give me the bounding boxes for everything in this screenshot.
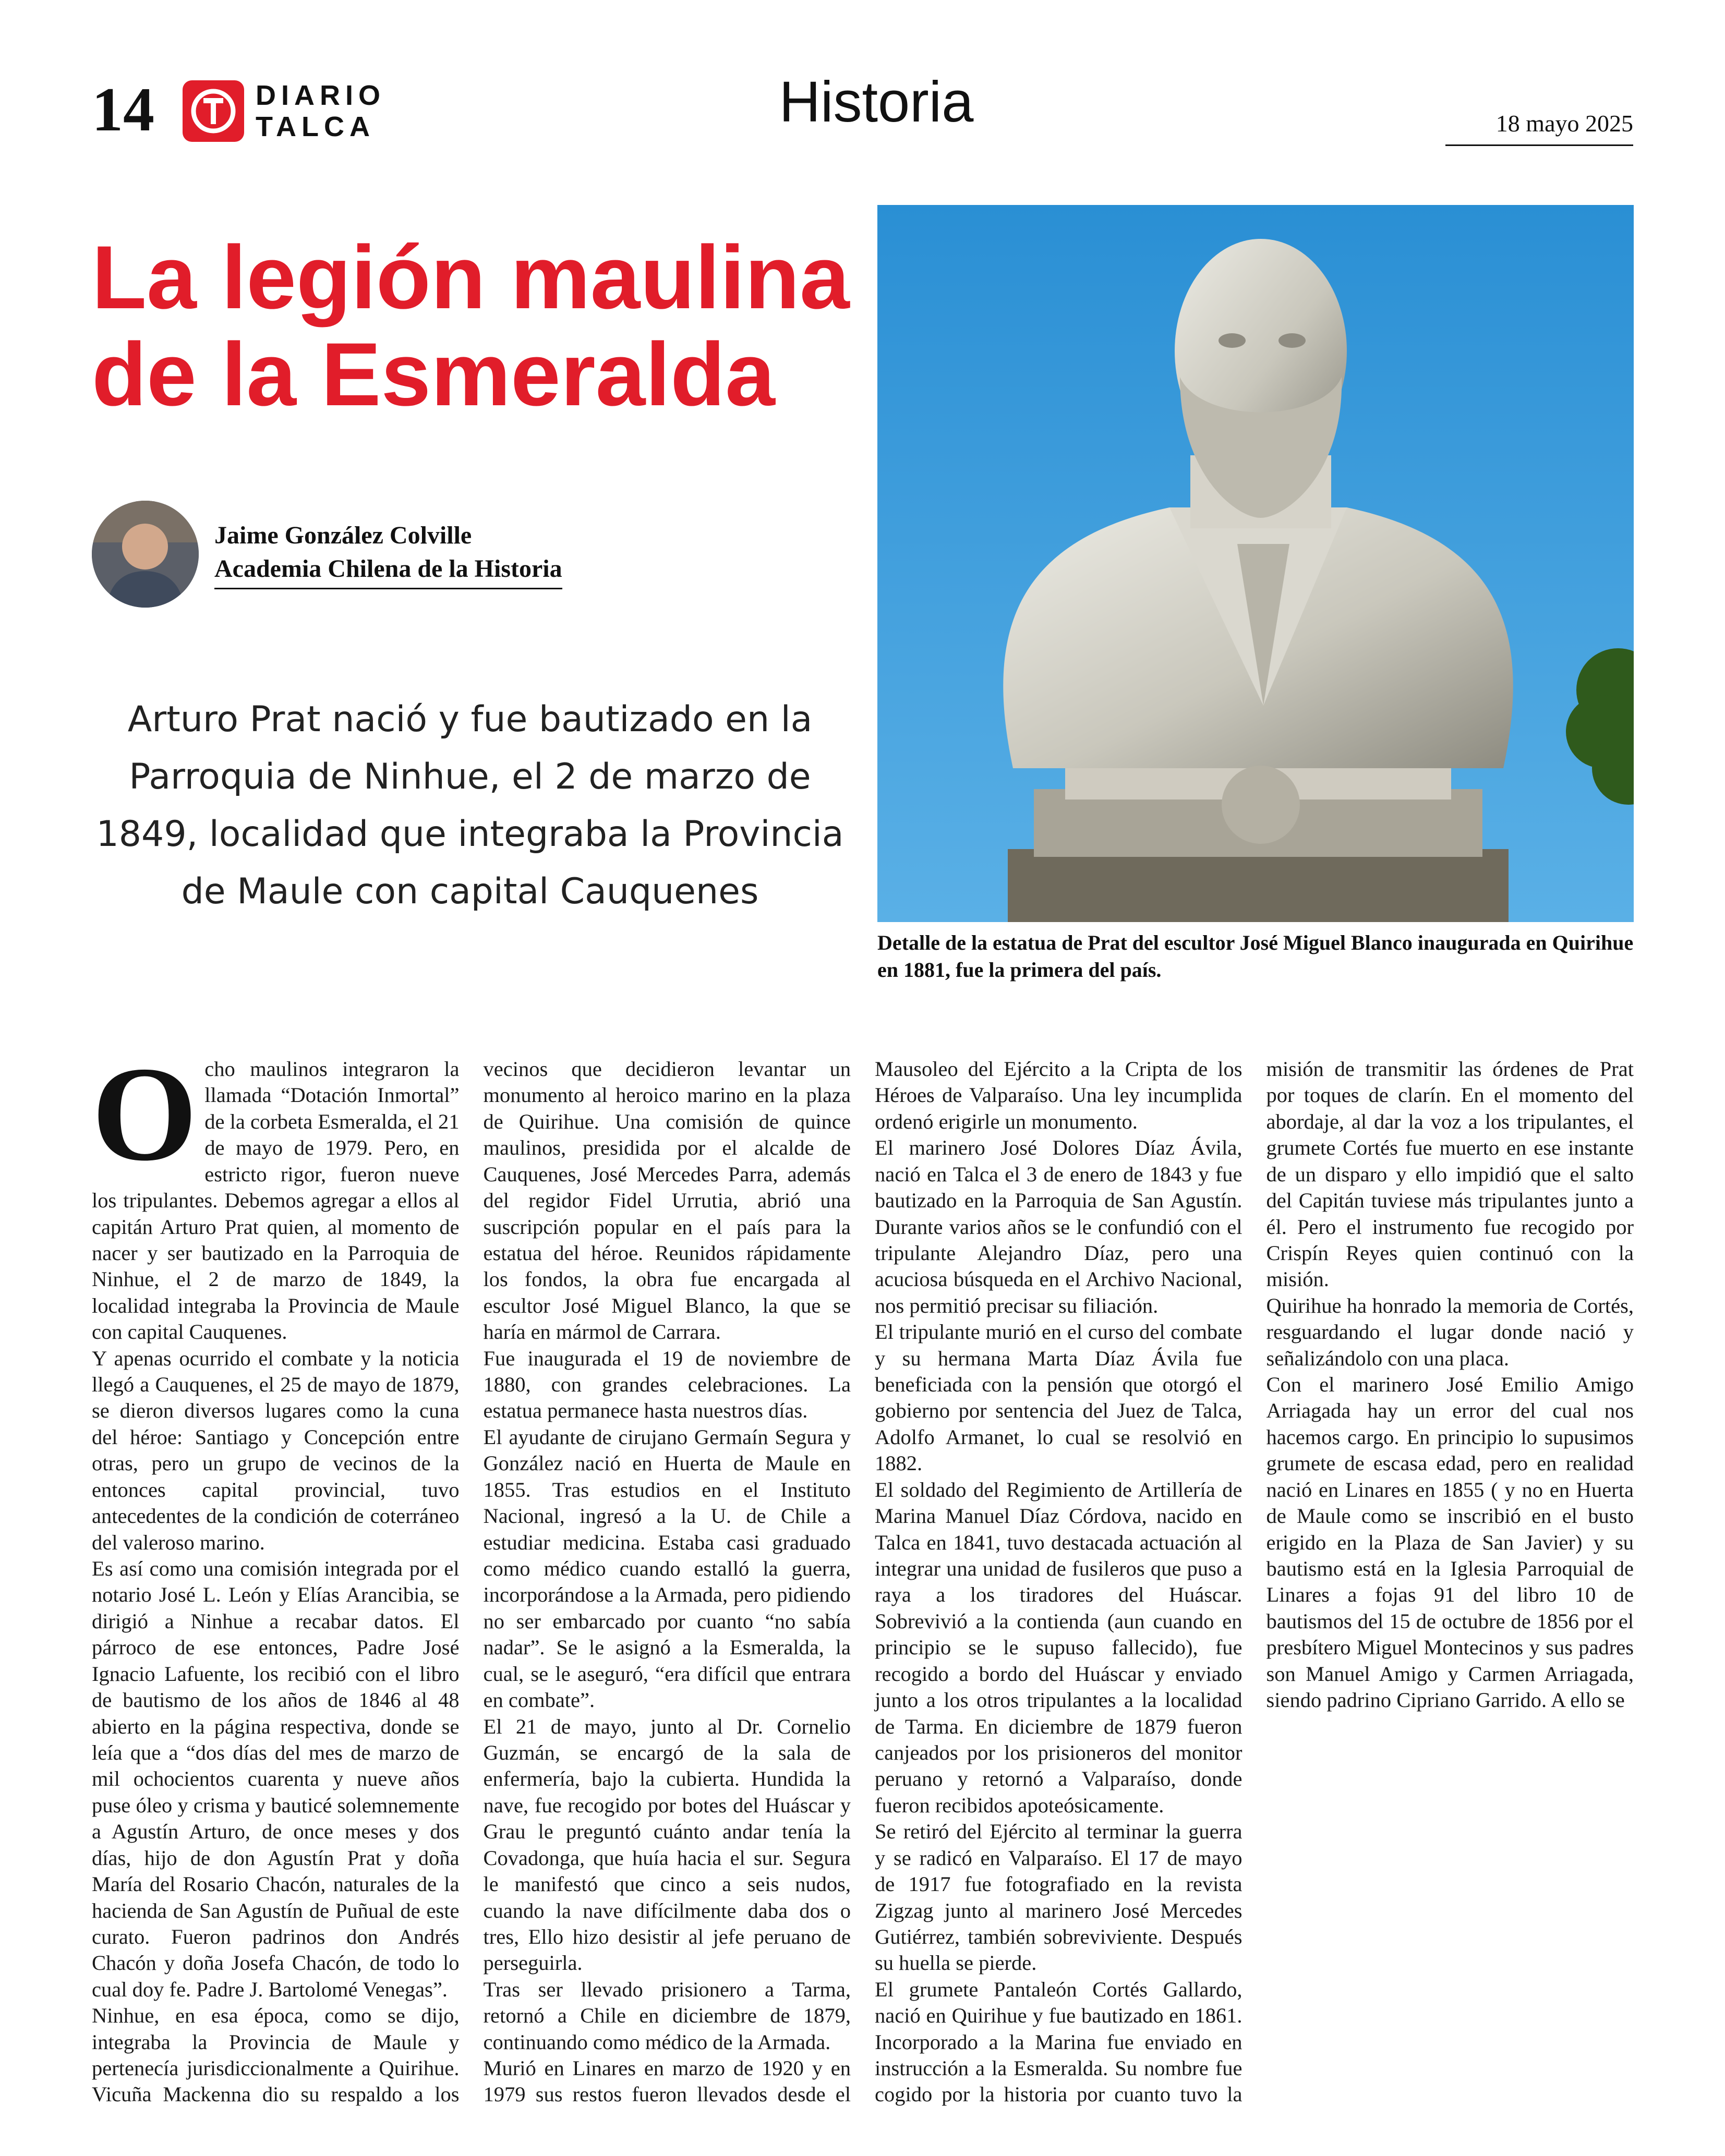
article-paragraph: Y apenas ocurrido el combate y la noticia llegó a Cauquenes, el 25 de mayo de 1879, se dieron diversos lugares como la cuna del héroe: Santiago y Concepción entre otras, pero un grupo de vecinos de la entonces capital provincial, tuvo antecedentes de la condición de coterráneo del valeroso marino. xyxy=(92,1346,460,1554)
article-paragraph: El 21 de mayo, junto al Dr. Cornelio Guzmán, se encargó de la sala de enfermería, bajo la cubierta. Hundida la nave, fue recogido por botes del Huáscar y Grau le preguntó cuánto andar tenía la Covadonga, que huía hacia el sur. Segura le manifestó que cinco a seis nudos, cuando la nave difícilmente daba dos o tres, Ello hizo desistir al jefe peruano de perseguirla. xyxy=(483,1714,851,1975)
diario-talca-logo xyxy=(183,78,385,143)
article-body xyxy=(92,1039,1634,2125)
logo-line-1: DIARIO xyxy=(256,79,385,111)
pull-quote: Arturo Prat nació y fue bautizado en la Parroquia de Ninhue, el 2 de marzo de 1849, localidad que integraba la Provincia de Maule con capital Cauquenes xyxy=(96,699,844,913)
headline-line-2: de la Esmeralda xyxy=(92,324,775,425)
logo-line-2: TALCA xyxy=(256,111,375,142)
issue-date: 18 mayo 2025 xyxy=(1445,110,1633,146)
author-byline xyxy=(92,501,562,608)
author-avatar xyxy=(92,501,199,608)
logo-mark-icon xyxy=(183,80,244,142)
article-paragraph: El tripulante murió en el curso del combate y su hermana Marta Díaz Ávila fue beneficiada con la pensión que otorgó el gobierno por sentencia del Juez de Talca, Adolfo Armanet, lo cual se resolvió en 1882. xyxy=(875,1320,1243,1475)
author-affiliation: Academia Chilena de la Historia xyxy=(214,552,562,589)
article-paragraph: Con el marinero José Emilio Amigo Arriagada hay un error del cual nos hacemos cargo. En principio lo supusimos grumete de escasa edad, pero en realidad nació en Linares en 1855 ( y no en Huerta de Maule como se inscribió en el busto erigido en la Plaza de San Javier) y su bautismo está en la Iglesia Parroquial de Linares a fojas 91 del libro 10 de bautismos del 15 de octubre de 1856 por el presbítero Miguel Montecinos y sus padres son Manuel Amigo y Carmen Arriagada, siendo padrino Cipriano Garrido. A ello se xyxy=(1266,1373,1634,1712)
headline-line-1: La legión maulina xyxy=(92,227,850,328)
logo-text xyxy=(256,80,385,142)
article-paragraph: El grumete Pantaleón Cortés Gallardo, nació en Quirihue y fue bautizado en 1861. Incorporado a la Marina fue enviado en instrucción a la Esmeralda. Su nombre fue cogido por la historia por cuanto tuvo la misión de transmitir las órdenes de Prat por toques de clarín. En el momento del abordaje, al dar la voz a los tripulantes, el grumete Cortés fue muerto en ese instante de un disparo y ello impidió que el salto del Capitán tuviese más tripulantes junto a él. Pero el instrumento fue recogido por Crispín Reyes quien continuó con la misión. xyxy=(875,1057,1634,2106)
article-paragraph: Se retiró del Ejército al terminar la guerra y se radicó en Valparaíso. El 17 de mayo de 1917 fue fotografiado en la revista Zigzag junto al marinero José Mercedes Gutiérrez, también sobreviviente. Después su huella se pierde. xyxy=(875,1820,1243,1975)
article-paragraph: Quirihue ha honrado la memoria de Cortés, resguardando el lugar donde nació y señalizándolo con una placa. xyxy=(1266,1293,1634,1370)
article-paragraph: Ninhue, en esa época, como se dijo, integraba la Provincia de Maule y pertenecía jurisdiccionalmente a Quirihue. Vicuña Mackenna dio su respaldo a los vecinos que decidieron levantar un monumento al heroico marino en la plaza de Quirihue. Una comisión de quince maulinos, presidida por el alcalde de Cauquenes, José Mercedes Parra, además del regidor Fidel Urrutia, abrió una suscripción popular en el país para la estatua del héroe. Reunidos rápidamente los fondos, la obra fue encargada al escultor José Miguel Blanco, la que se haría en mármol de Carrara. xyxy=(92,1057,851,2106)
page-number: 14 xyxy=(92,75,154,144)
article-paragraph: Es así como una comisión integrada por el notario José L. León y Elías Arancibia, se dirigió a Ninhue a recabar datos. El párroco de ese entonces, Padre José Ignacio Lafuente, los recibió con el libro de bautismo de los años de 1846 al 48 abierto en la página respectiva, donde se leía que a “dos días del mes de marzo de mil ochocientos cuarenta y nueve años puse óleo y crisma y bauticé solemnemente a Agustín Arturo, de once meses y dos días, hijo de don Agustín Prat y doña María del Rosario Chacón, naturales de la hacienda de San Agustín de Puñual de este curato. Fueron padrinos don Andrés Chacón y doña Josefa Chacón, de todo lo cual doy fe. Padre J. Bartolomé Venegas”. xyxy=(92,1557,460,2001)
article-paragraph: El ayudante de cirujano Germaín Segura y González nació en Huerta de Maule en 1855. Tras estudios en el Instituto Nacional, ingresó a la U. de Chile a estudiar medicina. Estaba casi graduado como médico cuando estalló la guerra, incorporándose a la Armada, pero pidiendo no ser embarcado por cuanto “no sabía nadar”. Se le asignó a la Esmeralda, la cual, se le aseguró, “era difícil que entrara en combate”. xyxy=(483,1425,851,1712)
article-paragraph: Murió en Linares en marzo de 1920 y en 1979 sus restos fueron llevados desde el Mausoleo del Ejército a la Cripta de los Héroes de Valparaíso. Una ley incumplida ordenó erigirle un monumento. xyxy=(483,1057,1243,2106)
photo-caption: Detalle de la estatua de Prat del escultor José Miguel Blanco inaugurada en Quirihue en 1881, fue la primera del país. xyxy=(877,931,1634,982)
article-paragraph: El marinero José Dolores Díaz Ávila, nació en Talca el 3 de enero de 1843 y fue bautizado en la Parroquia de San Agustín. Durante varios años se le confundió con el tripulante Alejandro Díaz, pero una acuciosa búsqueda en el Archivo Nacional, nos permitió precisar su filiación. xyxy=(875,1136,1243,1317)
drop-cap: O xyxy=(92,1039,198,1189)
statue-photo xyxy=(877,205,1634,922)
article-paragraph: El soldado del Regimiento de Artillería de Marina Manuel Díaz Córdova, nacido en Talca en 1841, tuvo destacada actuación al integrar una unidad de fusileros que puso a raya a los tiradores del Huáscar. Sobrevivió a la contienda (aun cuando en principio se le supuso fallecido), fue recogido a bordo del Huáscar y enviado junto a los otros tripulantes a la localidad de Tarma. En diciembre de 1879 fueron canjeados por los prisioneros del monitor peruano y retornó a Valparaíso, donde fueron recibidos apoteósicamente. xyxy=(875,1477,1243,1817)
article-paragraph xyxy=(92,1039,460,1346)
author-name: Jaime González Colville xyxy=(214,522,472,549)
article-paragraph: Fue inaugurada el 19 de noviembre de 1880, con grandes celebraciones. La estatua permanece hasta nuestros días. xyxy=(483,1346,851,1423)
article-paragraph: Tras ser llevado prisionero a Tarma, retornó a Chile en diciembre de 1879, continuando como médico de la Armada. xyxy=(483,1977,851,2054)
section-title: Historia xyxy=(779,70,974,134)
article-paragraph-text: cho maulinos integraron la llamada “Dotación Inmortal” de la corbeta Esmeralda, el 21 de mayo de 1979. Pero, en estricto rigor, fueron nueve los tripulantes. Debemos agregar a ellos al capitán Arturo Prat quien, al momento de nacer y ser bautizado en la Parroquia de Ninhue, el 2 de marzo de 1849, la localidad integraba la Provincia de Maule con capital Cauquenes. xyxy=(92,1057,460,1344)
author-text xyxy=(214,519,562,589)
